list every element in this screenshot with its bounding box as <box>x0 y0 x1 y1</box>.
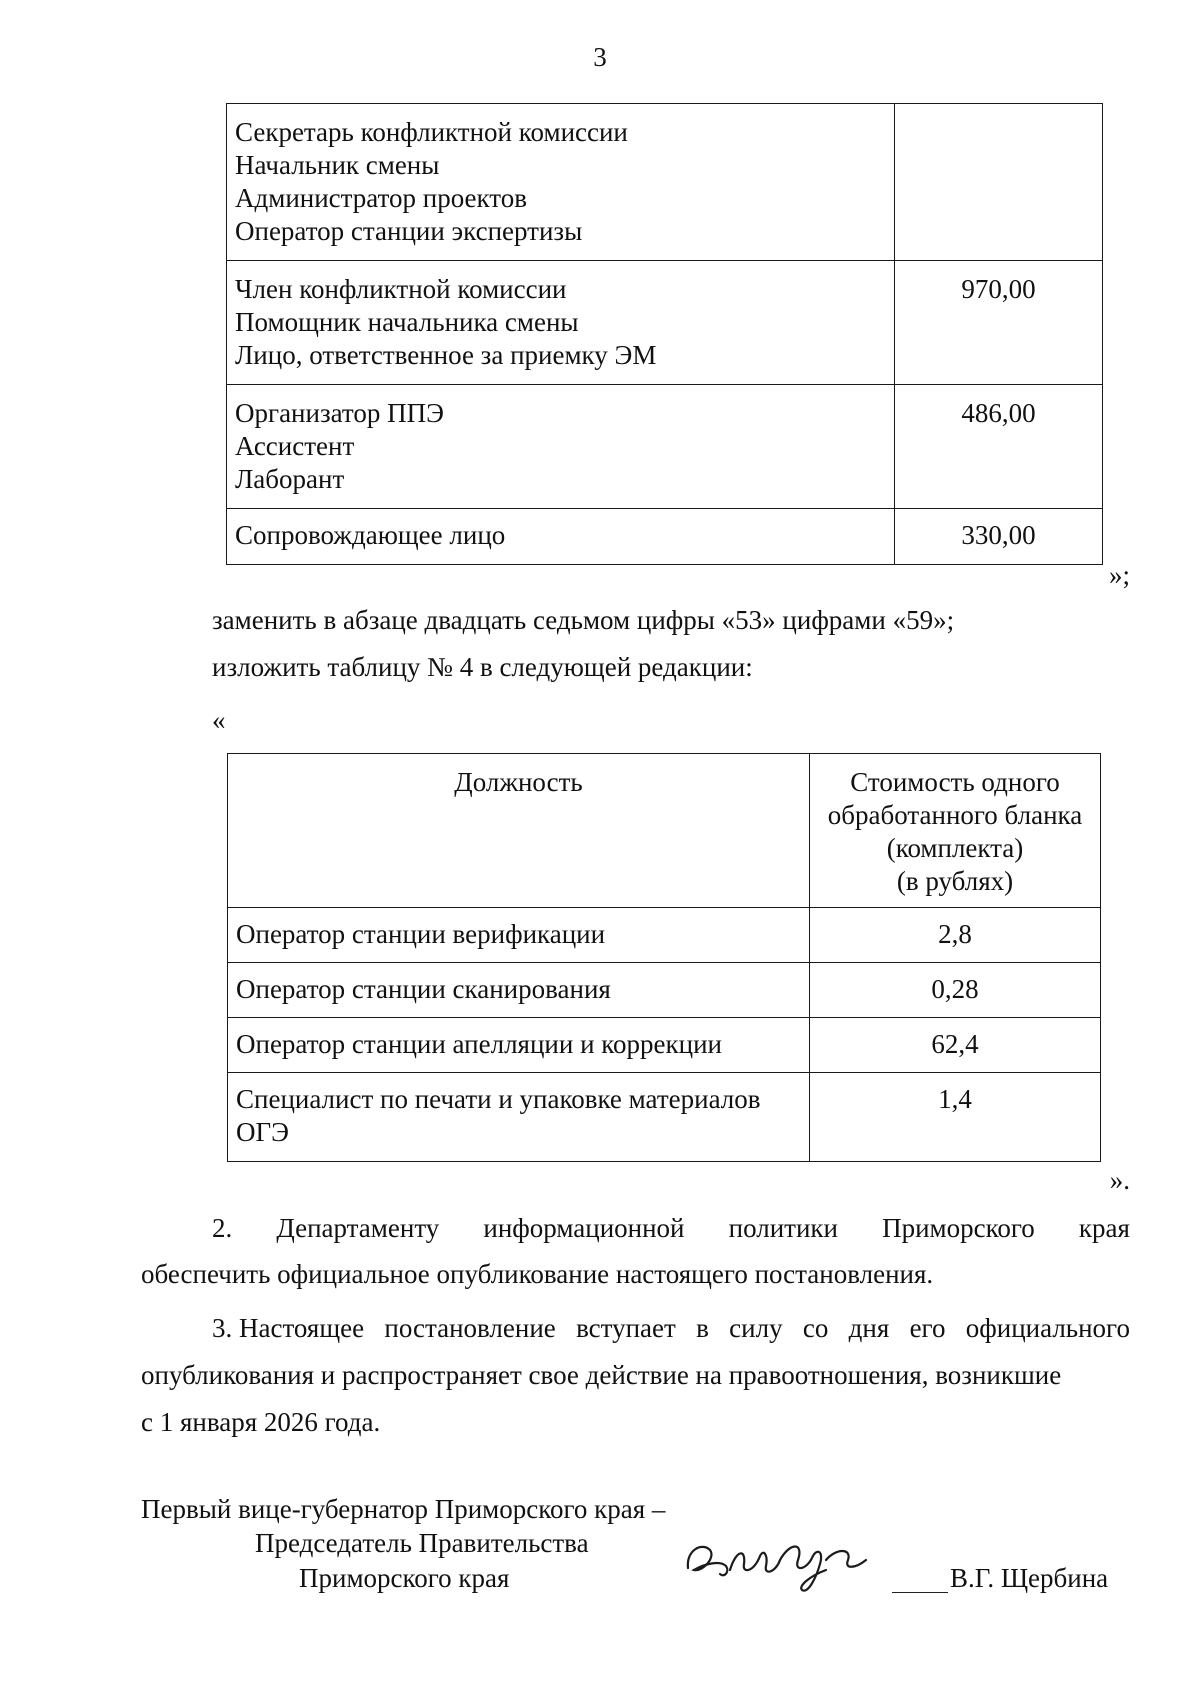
cost-cell: 2,8 <box>810 908 1101 963</box>
table-row <box>227 104 1103 261</box>
paragraph-2-line <box>212 1213 1130 1244</box>
table-row <box>228 963 1101 1018</box>
table-row <box>228 1018 1101 1073</box>
position-line: Сопровождающее лицо <box>235 520 506 550</box>
table-header-row <box>228 754 1101 908</box>
word: силу <box>729 1313 783 1343</box>
word: Приморского <box>882 1213 1035 1243</box>
word: Департаменту <box>276 1213 440 1243</box>
position-cell <box>228 1073 810 1162</box>
position-cell <box>227 509 895 565</box>
signatory-title: Приморского края <box>299 1563 510 1593</box>
position-line: Лицо, ответственное за приемку ЭМ <box>235 340 657 370</box>
header-cost-line: обработанного бланка <box>827 800 1083 830</box>
word: постановление <box>384 1313 556 1343</box>
table-4 <box>227 753 1101 1162</box>
closing-quote: »; <box>1108 560 1130 590</box>
table-row <box>228 1073 1101 1162</box>
rates-table-continuation <box>226 103 1103 565</box>
position-cell <box>227 385 895 509</box>
position-line: Начальник смены <box>235 150 440 180</box>
position-line: Помощник начальника смены <box>235 307 579 337</box>
word: края <box>1078 1213 1130 1243</box>
position-line: Ассистент <box>235 431 355 461</box>
amendment-paragraph: изложить таблицу № 4 в следующей редакции: <box>212 652 753 682</box>
rate-cell: 970,00 <box>895 261 1103 385</box>
table-row <box>227 385 1103 509</box>
position-cell: Оператор станции верификации <box>228 908 810 963</box>
word: политики <box>728 1213 838 1243</box>
position-cell: Оператор станции сканирования <box>228 963 810 1018</box>
table-row <box>227 509 1103 565</box>
position-line: Секретарь конфликтной комиссии <box>235 117 628 147</box>
word: дня <box>848 1313 890 1343</box>
signature-underline <box>892 1592 948 1593</box>
position-line: Организатор ППЭ <box>235 398 444 428</box>
paragraph-3-line <box>212 1313 1130 1344</box>
cost-cell: 0,28 <box>810 963 1101 1018</box>
word: 2. <box>212 1213 233 1243</box>
word: его <box>909 1313 946 1343</box>
header-cost <box>810 754 1101 908</box>
position-line: Специалист по печати и упаковке материалов <box>236 1084 761 1114</box>
table-row <box>228 908 1101 963</box>
cost-cell: 1,4 <box>810 1073 1101 1162</box>
rate-cell: 330,00 <box>895 509 1103 565</box>
paragraph-2-line: обеспечить официальное опубликование настоящего постановления. <box>141 1259 934 1289</box>
position-cell <box>227 261 895 385</box>
page-number: 3 <box>593 42 607 72</box>
header-cost-line: Стоимость одного <box>850 767 1060 797</box>
header-cost-line: (в рублях) <box>896 866 1014 896</box>
position-line: Оператор станции экспертизы <box>235 216 583 246</box>
position-cell <box>227 104 895 261</box>
paragraph-3-line: опубликования и распространяет свое действие на правоотношения, возникшие <box>141 1360 1062 1390</box>
signatory-title: Председатель Правительства <box>255 1528 589 1558</box>
rate-cell <box>895 104 1103 261</box>
opening-quote: « <box>212 705 226 735</box>
word: информационной <box>483 1213 685 1243</box>
position-line: Администратор проектов <box>235 183 527 213</box>
header-cost-line: (комплекта) <box>886 833 1024 863</box>
paragraph-3-line: с 1 января 2026 года. <box>141 1407 381 1437</box>
word: со <box>802 1313 829 1343</box>
position-cell: Оператор станции апелляции и коррекции <box>228 1018 810 1073</box>
word: вступает <box>576 1313 676 1343</box>
table-row <box>227 261 1103 385</box>
signatory-name: В.Г. Щербина <box>950 1563 1109 1593</box>
position-line: ОГЭ <box>236 1117 289 1147</box>
rate-cell: 486,00 <box>895 385 1103 509</box>
cost-cell: 62,4 <box>810 1018 1101 1073</box>
position-line: Член конфликтной комиссии <box>235 274 567 304</box>
closing-quote: ». <box>1109 1165 1130 1195</box>
amendment-paragraph: заменить в абзаце двадцать седьмом цифры «53» цифрами «59»; <box>212 605 955 635</box>
header-position: Должность <box>228 754 810 908</box>
word: в <box>696 1313 709 1343</box>
word: официального <box>965 1313 1130 1343</box>
position-line: Лаборант <box>235 464 345 494</box>
signatory-title: Первый вице-губернатор Приморского края – <box>141 1494 666 1524</box>
handwritten-signature <box>680 1520 890 1600</box>
word: 3. Настоящее <box>212 1313 365 1343</box>
